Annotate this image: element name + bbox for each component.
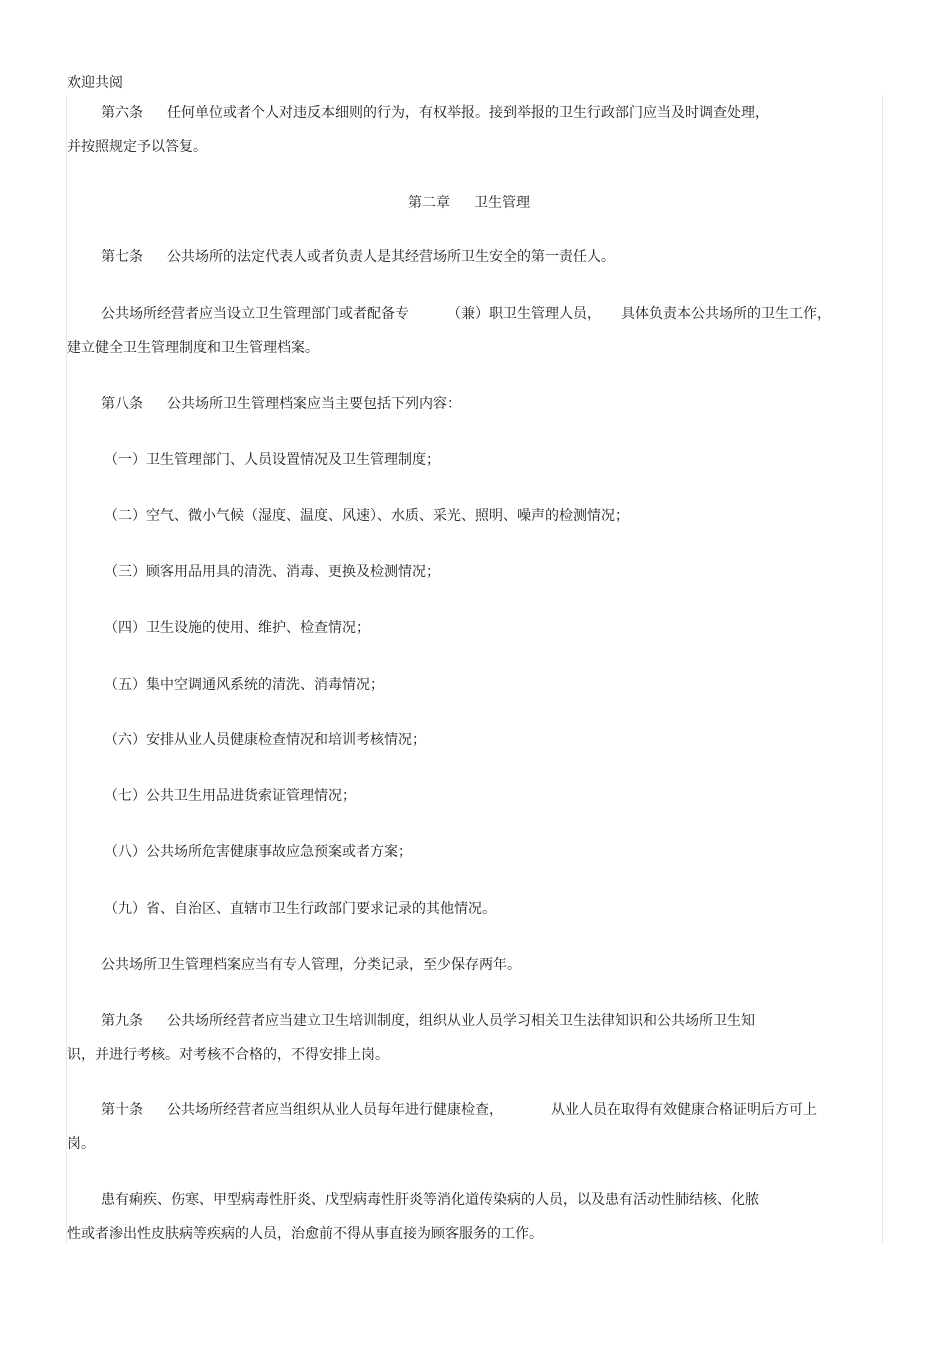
article-8-line <box>101 395 461 413</box>
article-10-label: 第十条 <box>101 1102 143 1118</box>
article-7-label: 第七条 <box>101 249 143 265</box>
chapter-2-heading <box>408 194 530 212</box>
list-item-2: （二）空气、微小气候（湿度、温度、风速）、水质、采光、照明、噪声的检测情况； <box>104 508 629 524</box>
article-10-line-1 <box>101 1101 817 1119</box>
article-9-line-2: 识，并进行考核。对考核不合格的，不得安排上岗。 <box>67 1047 389 1063</box>
list-item-3: （三）顾客用品用具的清洗、消毒、更换及检测情况； <box>104 564 440 580</box>
article-10-para-2-line-2: 性或者渗出性皮肤病等疾病的人员，治愈前不得从事直接为顾客服务的工作。 <box>67 1226 543 1242</box>
article-10-para-2-line-1: 患有痢疾、伤寒、甲型病毒性肝炎、戊型病毒性肝炎等消化道传染病的人员，以及患有活动性肺结核、化脓 <box>101 1192 759 1208</box>
article-6-label: 第六条 <box>101 105 143 121</box>
frame-right-border <box>882 95 883 1243</box>
chapter-2-label: 第二章 <box>408 195 450 211</box>
list-item-4: （四）卫生设施的使用、维护、检查情况； <box>104 620 370 636</box>
article-10-text-b: 从业人员在取得有效健康合格证明后方可上 <box>551 1102 817 1118</box>
list-item-1: （一）卫生管理部门、人员设置情况及卫生管理制度； <box>104 452 440 468</box>
article-6-line-1 <box>101 104 769 122</box>
chapter-2-title: 卫生管理 <box>474 195 530 211</box>
article-6-text: 任何单位或者个人对违反本细则的行为，有权举报。接到举报的卫生行政部门应当及时调查处理， <box>167 105 769 121</box>
page-header: 欢迎共阅 <box>67 75 123 91</box>
para-2-part-a: 公共场所经营者应当设立卫生管理部门或者配备专 <box>101 306 409 322</box>
list-item-7: （七）公共卫生用品进货索证管理情况； <box>104 788 356 804</box>
list-item-6: （六）安排从业人员健康检查情况和培训考核情况； <box>104 732 426 748</box>
article-9-text: 公共场所经营者应当建立卫生培训制度，组织从业人员学习相关卫生法律知识和公共场所卫生知 <box>167 1013 755 1029</box>
article-7-text: 公共场所的法定代表人或者负责人是其经营场所卫生安全的第一责任人。 <box>167 249 615 265</box>
article-8-label: 第八条 <box>101 396 143 412</box>
para-2-part-c: 具体负责本公共场所的卫生工作， <box>621 306 831 322</box>
article-8-text: 公共场所卫生管理档案应当主要包括下列内容： <box>167 396 461 412</box>
list-item-5: （五）集中空调通风系统的清洗、消毒情况； <box>104 677 384 693</box>
article-9-line-1 <box>101 1012 755 1030</box>
article-10-text-a: 公共场所经营者应当组织从业人员每年进行健康检查， <box>167 1102 503 1118</box>
article-7-para-2-line-1 <box>101 305 831 323</box>
para-2-part-b: （兼）职卫生管理人员， <box>447 306 601 322</box>
article-10-line-2: 岗。 <box>67 1136 95 1152</box>
article-7-para-2-line-2: 建立健全卫生管理制度和卫生管理档案。 <box>67 340 319 356</box>
list-item-8: （八）公共场所危害健康事故应急预案或者方案； <box>104 844 412 860</box>
article-7-line <box>101 248 615 266</box>
list-item-9: （九）省、自治区、直辖市卫生行政部门要求记录的其他情况。 <box>104 901 496 917</box>
article-6-line-2: 并按照规定予以答复。 <box>67 139 207 155</box>
frame-left-border <box>66 95 67 1243</box>
article-9-label: 第九条 <box>101 1013 143 1029</box>
archive-paragraph: 公共场所卫生管理档案应当有专人管理，分类记录，至少保存两年。 <box>101 957 521 973</box>
